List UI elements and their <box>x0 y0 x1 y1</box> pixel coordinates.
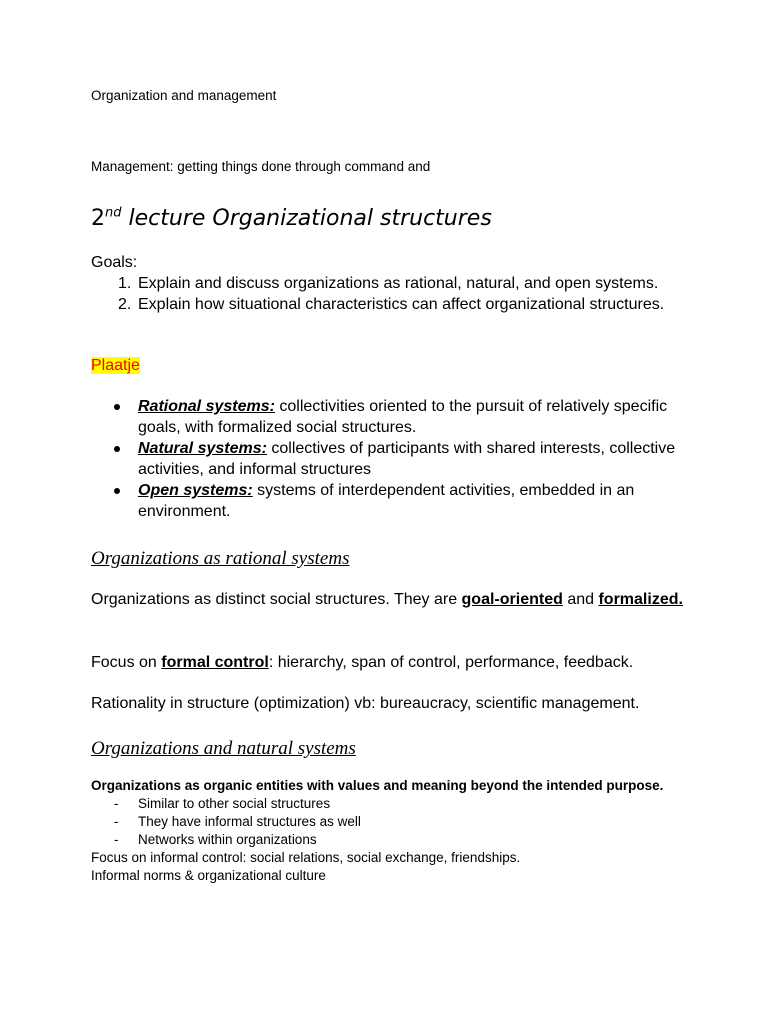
goals-list <box>91 273 691 315</box>
list-item-text: They have informal structures as well <box>138 814 361 829</box>
paragraph-text: Organizations as distinct social structures. They are <box>91 591 462 608</box>
list-item <box>91 438 691 480</box>
rational-paragraph-3: Rationality in structure (optimization) vb: bureaucracy, scientific management. <box>91 695 640 712</box>
dash-marker: - <box>114 832 119 847</box>
highlighted-plaatje: Plaatje <box>91 357 140 374</box>
system-term: Open systems: <box>138 482 253 499</box>
goal-number: 2. <box>118 296 132 313</box>
bullet-icon <box>91 438 138 480</box>
paragraph-text: and <box>562 591 599 608</box>
list-item <box>91 396 691 438</box>
list-item <box>91 831 691 849</box>
natural-intro: Organizations as organic entities with values and meaning beyond the intended purpose. <box>91 778 664 793</box>
section-heading-rational: Organizations as rational systems <box>91 548 350 569</box>
system-definition: collectivities oriented to the pursuit of relatively specific goals, with formalized social structures. <box>138 398 668 436</box>
natural-norms-line: Informal norms & organizational culture <box>91 868 326 883</box>
list-item <box>91 795 691 813</box>
goals-section <box>91 252 691 315</box>
rational-paragraph-1 <box>91 589 691 610</box>
paragraph-text: : hierarchy, span of control, performance, feedback. <box>268 654 634 671</box>
bullet-icon <box>91 396 138 438</box>
formal-control-term: formal control <box>161 654 269 671</box>
list-item-text: Networks within organizations <box>138 832 317 847</box>
lecture-number: 2 <box>91 206 105 231</box>
goals-label: Goals: <box>91 254 138 271</box>
list-item-text: Similar to other social structures <box>138 796 331 811</box>
dash-marker: - <box>114 796 119 811</box>
section-heading-natural: Organizations and natural systems <box>91 738 356 759</box>
goal-oriented-term: goal-oriented <box>461 591 563 608</box>
management-definition: Management: getting things done through command and <box>91 159 431 174</box>
list-item <box>91 480 691 522</box>
system-definition: collectives of participants with shared interests, collective activities, and informal structures <box>138 440 676 478</box>
system-term: Natural systems: <box>138 440 267 457</box>
natural-focus-line: Focus on informal control: social relations, social exchange, friendships. <box>91 850 521 865</box>
formalized-term: formalized. <box>598 591 683 608</box>
lecture-heading <box>91 204 492 234</box>
goal-text: Explain how situational characteristics can affect organizational structures. <box>138 296 665 313</box>
paragraph-text: Focus on <box>91 654 162 671</box>
list-item <box>91 813 691 831</box>
image-placeholder-note <box>91 355 140 376</box>
goal-item <box>91 294 691 315</box>
bullet-icon <box>91 480 138 522</box>
natural-list <box>91 795 691 849</box>
goal-item <box>91 273 691 294</box>
system-term: Rational systems: <box>138 398 275 415</box>
rational-paragraph-2 <box>91 652 691 673</box>
lecture-title: lecture Organizational structures <box>121 206 492 231</box>
systems-list <box>91 396 691 522</box>
goal-number: 1. <box>118 275 132 292</box>
system-definition: systems of interdependent activities, embedded in an environment. <box>138 482 635 520</box>
dash-marker: - <box>114 814 119 829</box>
goal-text: Explain and discuss organizations as rational, natural, and open systems. <box>138 275 659 292</box>
document-title: Organization and management <box>91 88 277 103</box>
lecture-number-suffix: nd <box>105 205 122 221</box>
